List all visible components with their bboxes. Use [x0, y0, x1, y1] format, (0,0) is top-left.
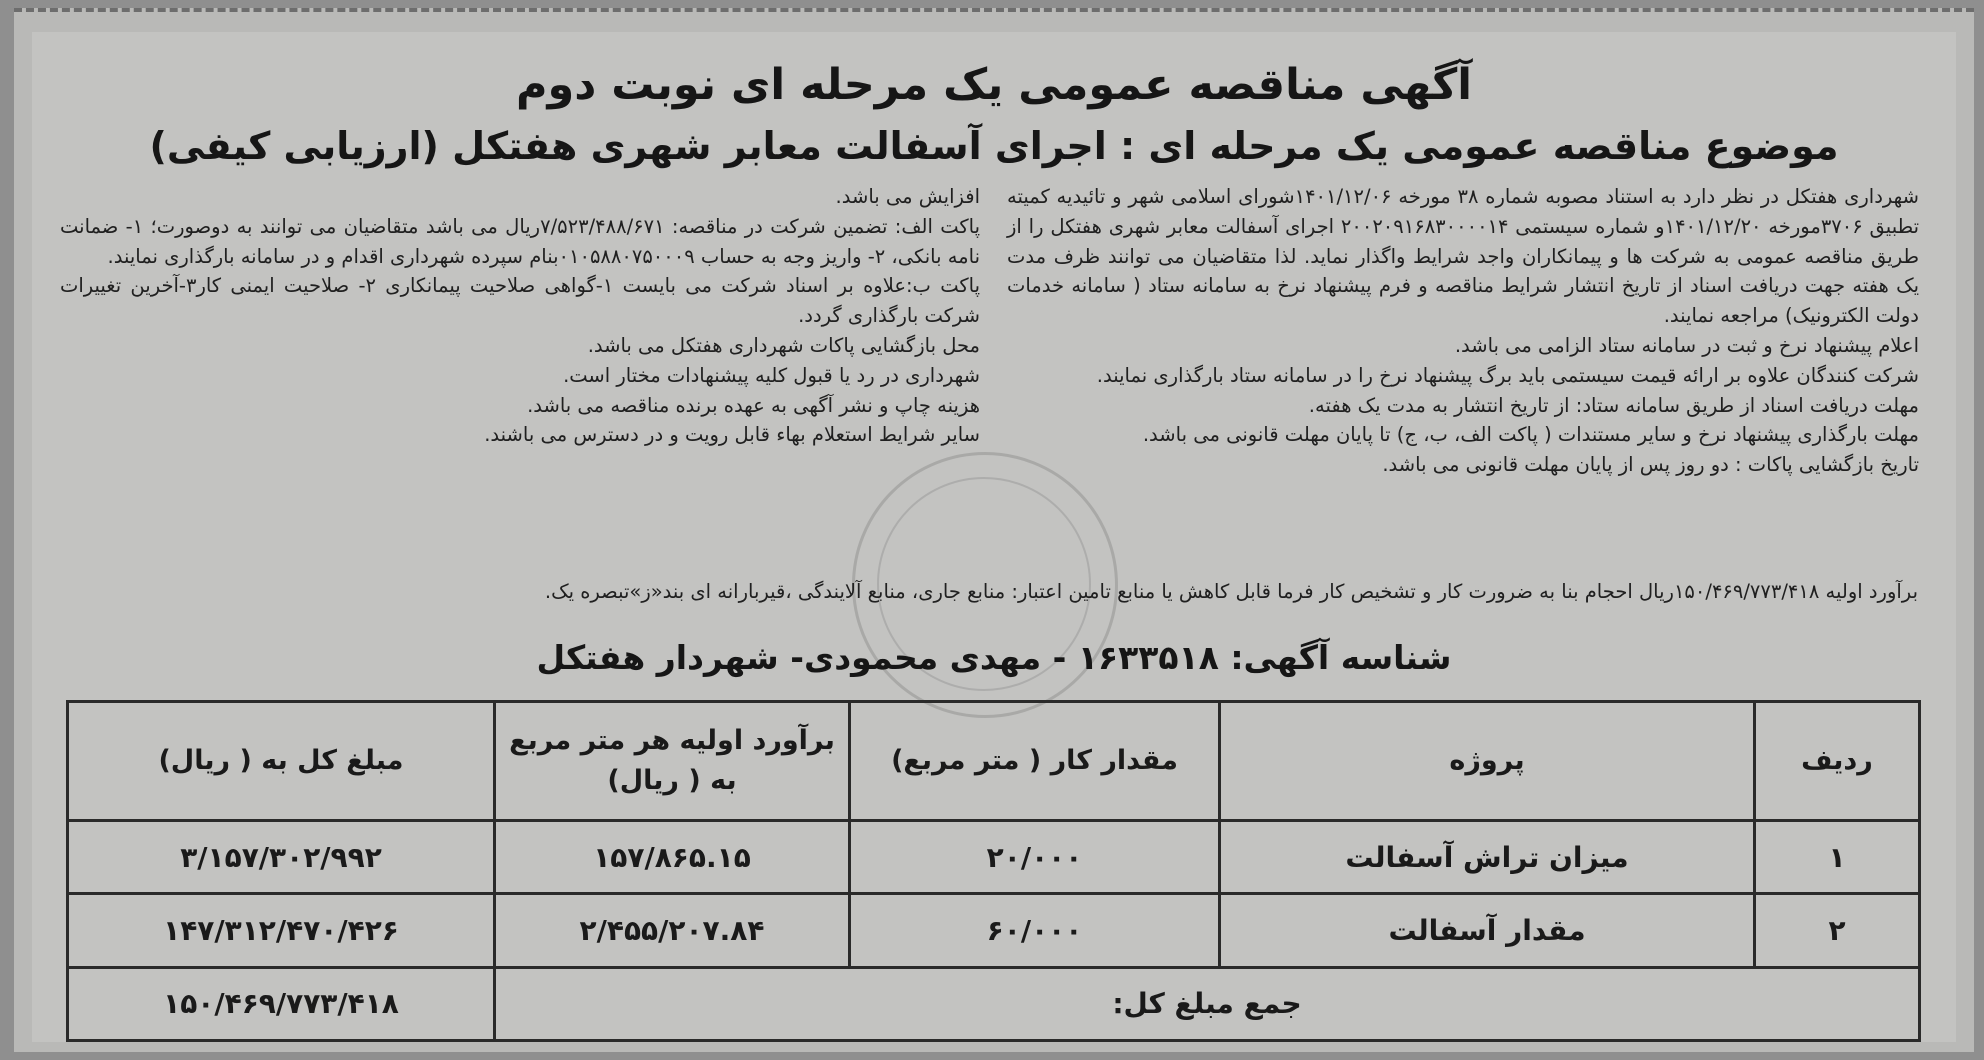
tender-notice: [32, 32, 1956, 1042]
cell-row-number: ۲: [1755, 894, 1920, 967]
initial-estimate-line: برآورد اولیه ۱۵۰/۴۶۹/۷۷۳/۴۱۸ریال احجام بنا به ضرورت کار و تشخیص کار فرما قابل کاهش یا منابع تامین اعتبار: منابع جاری، منابع آلایندگی ،قیربارانه ای بند«ز»تبصره یک.: [544, 580, 1918, 603]
cell-row-number: ۱: [1755, 820, 1920, 893]
paragraph-upload-deadline: مهلت بارگذاری پیشنهاد نرخ و سایر مستندات ( پاکت الف، ب، ج) تا پایان مهلت قانونی می باشد.: [1142, 423, 1919, 447]
table-row: [68, 894, 1920, 967]
cell-unit-estimate: ۲/۴۵۵/۲۰۷.۸۴: [495, 894, 850, 967]
cell-sum-label: جمع مبلغ کل:: [495, 967, 1920, 1040]
paragraph-envelope-b: پاکت ب:علاوه بر اسناد شرکت می بایست ۱-گواهی صلاحیت پیمانکاری ۲- صلاحیت ایمنی کار۳-آخرین تغییرات شرکت بارگذاری گردد.: [60, 274, 981, 328]
cell-project: میزان تراش آسفالت: [1220, 820, 1755, 893]
header-row-number: ردیف: [1755, 702, 1920, 821]
table-sum-row: [68, 967, 1920, 1040]
paragraph-upload-form: شرکت کنندگان علاوه بر ارائه قیمت سیستمی باید برگ پیشنهاد نرخ را در سامانه ستاد بارگذاری نمایند.: [1096, 363, 1919, 387]
left-column-text: [60, 182, 980, 450]
paragraph-municipality-right: شهرداری در رد یا قبول کلیه پیشنهادات مختار است.: [563, 363, 980, 387]
cell-total: ۳/۱۵۷/۳۰۲/۹۹۲: [68, 820, 495, 893]
project-cost-table: [66, 700, 1921, 1042]
cell-unit-estimate: ۱۵۷/۸۶۵.۱۵: [495, 820, 850, 893]
header-total: مبلغ کل به ( ریال): [68, 702, 495, 821]
right-column-text: [1007, 182, 1919, 480]
paragraph-rate-required: اعلام پیشنهاد نرخ و ثبت در سامانه ستاد الزامی می باشد.: [1454, 333, 1919, 357]
paragraph-doc-deadline: مهلت دریافت اسناد از طریق سامانه ستاد: از تاریخ انتشار به مدت یک هفته.: [1308, 393, 1919, 417]
paragraph-opening-date: تاریخ بازگشایی پاکات : دو روز پس از پایان مهلت قانونی می باشد.: [1382, 453, 1919, 477]
cell-sum-value: ۱۵۰/۴۶۹/۷۷۳/۴۱۸: [68, 967, 495, 1040]
table-header-row: [68, 702, 1920, 821]
paragraph-envelope-a: پاکت الف: تضمین شرکت در مناقصه: ۷/۵۲۳/۴۸۸/۶۷۱ریال می باشد متقاضیان می توانند به دوصورت؛ ۱- ضمانت نامه بانکی، ۲- واریز وجه به حساب ۰۱۰۵۸۸۰۷۵۰۰۰۹بنام سپرده شهرداری اقدام و در سامانه بارگذاری نمایند.: [60, 214, 980, 268]
paragraph-intro: شهرداری هفتکل در نظر دارد به استناد مصوبه شماره ۳۸ مورخه ۱۴۰۱/۱۲/۰۶شورای اسلامی شهر و تائیدیه کمیته تطبیق ۳۷۰۶مورخه ۱۴۰۱/۱۲/۲۰و شماره سیستمی ۲۰۰۲۰۹۱۶۸۳۰۰۰۰۱۴ اجرای آسفالت معابر شهری هفتکل را از طریق مناقصه عمومی به شرکت ها و پیمانکاران واجد شرایط واگذار نماید. لذا متقاضیان می توانند ظرف مدت یک هفته جهت دریافت اسناد از تاریخ انتشار شرایط مناقصه و فرم پیشنهاد نرخ به سامانه ستاد ( سامانه خدمات دولت الکترونیک) مراجعه نمایند.: [1007, 185, 1919, 328]
ad-identifier: شناسه آگهی: ۱۶۳۳۵۱۸ - مهدی محمودی- شهردار هفتکل: [536, 638, 1452, 677]
paragraph-other-terms: سایر شرایط استعلام بهاء قابل رویت و در دسترس می باشند.: [484, 423, 980, 447]
cell-quantity: ۲۰/۰۰۰: [850, 820, 1220, 893]
cell-project: مقدار آسفالت: [1220, 894, 1755, 967]
paragraph-ad-cost: هزینه چاپ و نشر آگهی به عهده برنده مناقصه می باشد.: [527, 393, 980, 417]
newspaper-clipping: [14, 8, 1974, 1052]
table-row: [68, 820, 1920, 893]
notice-title: آگهی مناقصه عمومی یک مرحله ای نوبت دوم: [515, 60, 1473, 110]
notice-subject: موضوع مناقصه عمومی یک مرحله ای : اجرای آسفالت معابر شهری هفتکل (ارزیابی کیفی): [149, 124, 1839, 168]
cell-total: ۱۴۷/۳۱۲/۴۷۰/۴۲۶: [68, 894, 495, 967]
cell-quantity: ۶۰/۰۰۰: [850, 894, 1220, 967]
paragraph-opening-place: محل بازگشایی پاکات شهرداری هفتکل می باشد.: [587, 333, 980, 357]
header-unit-estimate: برآورد اولیه هر متر مربع به ( ریال): [495, 702, 850, 821]
header-project: پروژه: [1220, 702, 1755, 821]
paragraph-increase: افزایش می باشد.: [835, 185, 980, 208]
header-quantity: مقدار کار ( متر مربع): [850, 702, 1220, 821]
